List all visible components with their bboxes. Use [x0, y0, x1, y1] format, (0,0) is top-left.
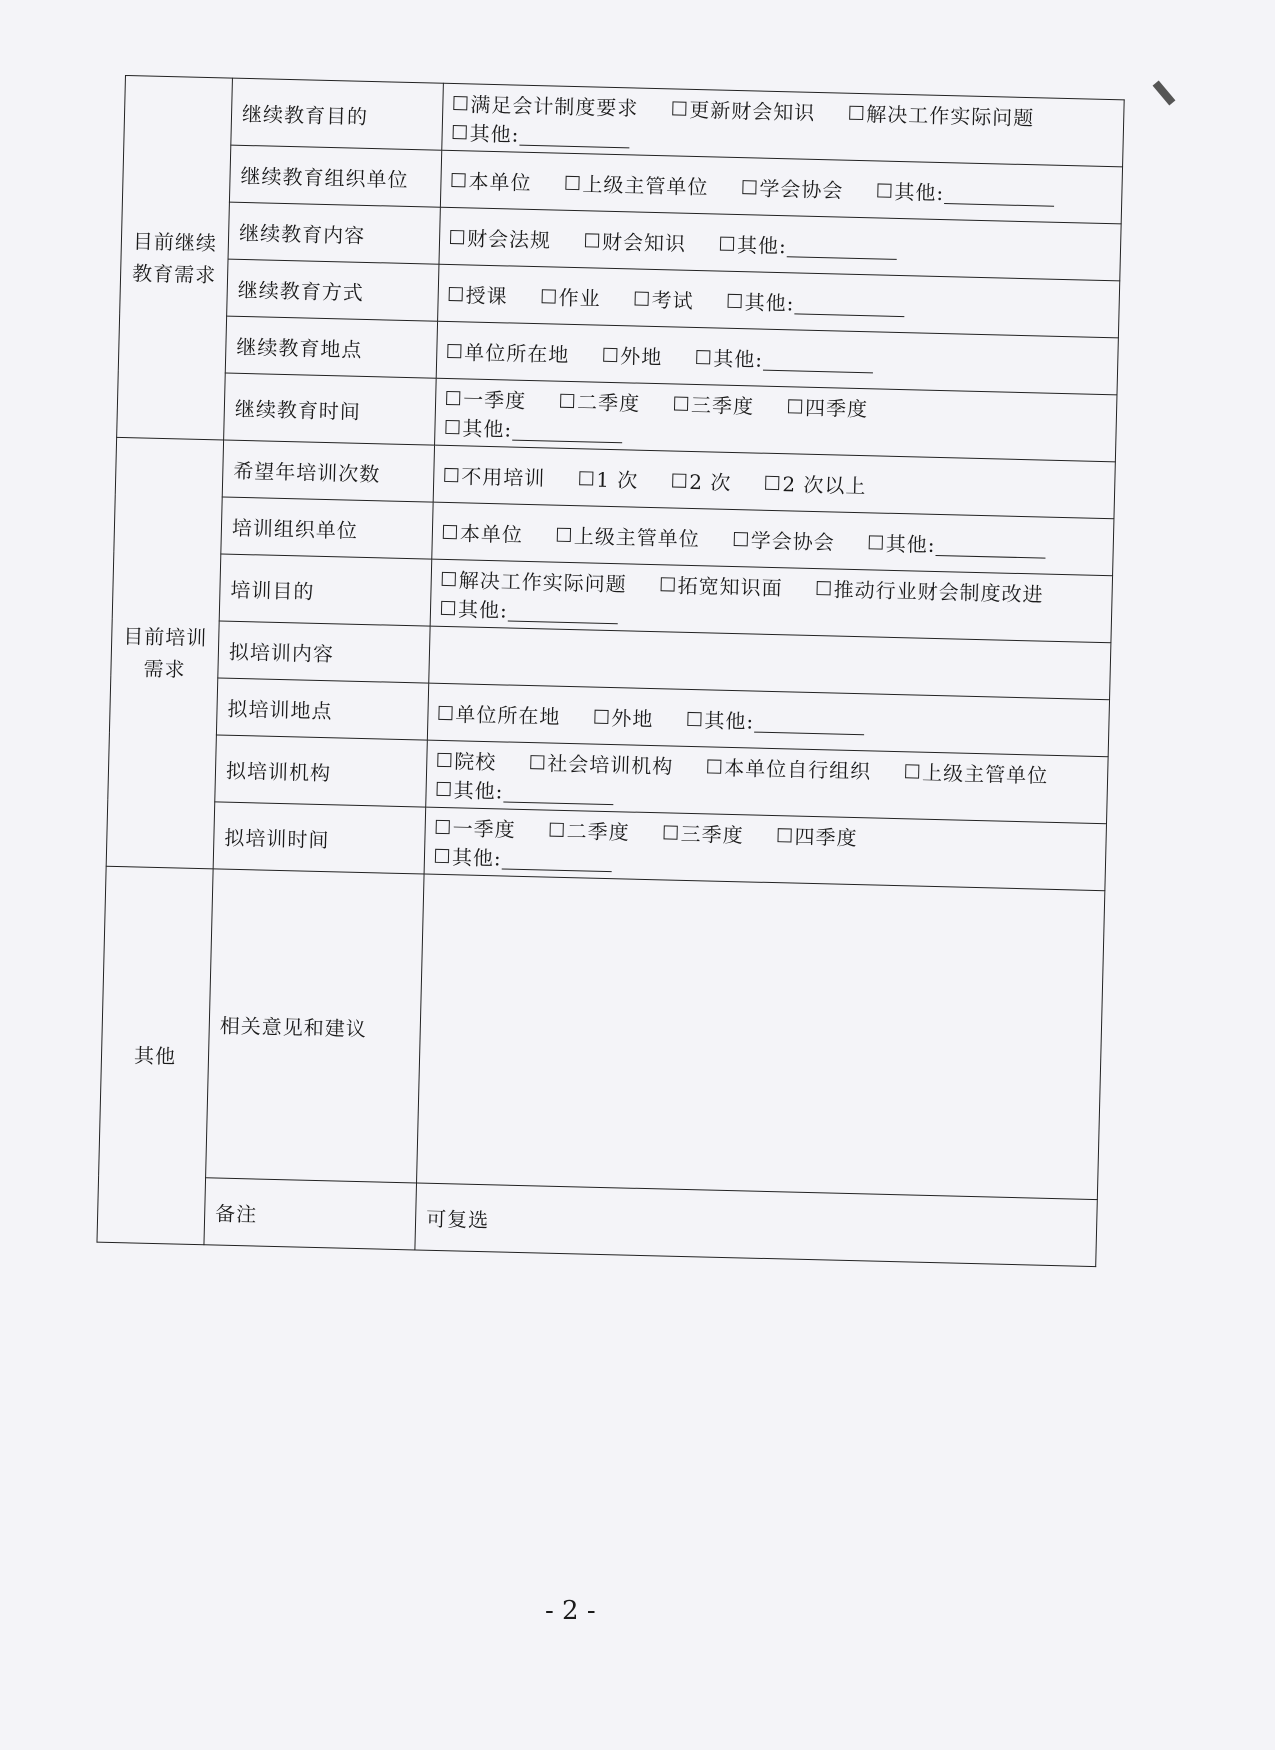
- checkbox-option[interactable]: [560, 386, 641, 417]
- option-label: 上级主管单位: [573, 523, 701, 551]
- checkbox-option[interactable]: [734, 524, 836, 555]
- row-label: 继续教育内容: [228, 202, 440, 264]
- checkbox-icon[interactable]: [905, 764, 919, 778]
- checkbox-option[interactable]: [585, 225, 687, 256]
- row-label: 拟培训内容: [218, 621, 430, 683]
- checkbox-icon[interactable]: [777, 828, 791, 842]
- checkbox-option[interactable]: [707, 751, 872, 784]
- option-label: 三季度: [680, 821, 744, 848]
- fill-in-line[interactable]: [754, 730, 864, 735]
- checkbox-icon[interactable]: [661, 577, 675, 591]
- checkbox-icon[interactable]: [449, 286, 463, 300]
- checkbox-icon[interactable]: [742, 180, 756, 194]
- checkbox-option[interactable]: [549, 815, 630, 846]
- survey-form: [96, 75, 1124, 1267]
- option-label: 考试: [651, 287, 694, 313]
- option-label: 其他:: [462, 416, 513, 442]
- option-label: 四季度: [794, 824, 858, 851]
- checkbox-icon[interactable]: [869, 535, 883, 549]
- checkbox-option[interactable]: [444, 459, 546, 490]
- checkbox-option[interactable]: [788, 391, 869, 422]
- checkbox-icon[interactable]: [441, 601, 455, 615]
- remark-value: 可复选: [415, 1183, 1097, 1267]
- checkbox-option[interactable]: [720, 228, 897, 261]
- checkbox-icon[interactable]: [443, 524, 457, 538]
- checkbox-option[interactable]: [441, 593, 618, 626]
- checkbox-icon[interactable]: [672, 473, 686, 487]
- option-label: 一季度: [462, 387, 527, 413]
- option-label: 2 次: [689, 469, 732, 495]
- option-label: 学会协会: [759, 176, 844, 203]
- checkbox-option[interactable]: [816, 573, 1044, 608]
- fill-in-line[interactable]: [935, 553, 1045, 558]
- page-number: - 2 -: [545, 1596, 596, 1626]
- form-row: [99, 866, 1105, 1199]
- option-label: 解决工作实际问题: [865, 102, 1035, 131]
- option-label: 上级主管单位: [582, 171, 709, 199]
- row-label: 培训目的: [219, 554, 432, 626]
- row-label: 拟培训地点: [216, 678, 428, 740]
- checkbox-option[interactable]: [446, 383, 527, 414]
- row-label: 继续教育地点: [225, 316, 437, 378]
- checkbox-option[interactable]: [777, 820, 858, 851]
- option-label: 其他:: [453, 778, 504, 804]
- checkbox-icon[interactable]: [437, 753, 451, 767]
- remark-label: 备注: [204, 1178, 417, 1250]
- checkbox-option[interactable]: [452, 117, 629, 150]
- opinion-label: 相关意见和建议: [206, 869, 424, 1183]
- checkbox-icon[interactable]: [435, 849, 449, 863]
- row-label: 希望年培训次数: [222, 440, 434, 502]
- checkbox-icon[interactable]: [734, 532, 748, 546]
- option-label: 解决工作实际问题: [458, 568, 627, 597]
- checkbox-option[interactable]: [663, 817, 744, 848]
- option-label: 其他:: [457, 597, 509, 623]
- checkbox-icon[interactable]: [765, 475, 779, 489]
- checkbox-option[interactable]: [443, 516, 524, 547]
- survey-table: [96, 75, 1124, 1267]
- option-label: 其他:: [894, 179, 945, 205]
- checkbox-icon[interactable]: [635, 291, 649, 305]
- checkbox-option[interactable]: [450, 221, 552, 252]
- option-label: 其他:: [744, 289, 795, 315]
- checkbox-option[interactable]: [438, 697, 561, 729]
- checkbox-option[interactable]: [448, 278, 508, 308]
- option-label: 四季度: [804, 395, 869, 422]
- checkbox-icon[interactable]: [687, 711, 701, 725]
- fill-in-line[interactable]: [503, 800, 613, 805]
- checkbox-option[interactable]: [541, 281, 601, 311]
- checkbox-option[interactable]: [565, 167, 709, 199]
- checkbox-icon[interactable]: [550, 823, 564, 837]
- checkbox-option[interactable]: [603, 339, 663, 369]
- option-label: 上级主管单位: [921, 760, 1049, 788]
- option-label: 外地: [611, 705, 654, 731]
- row-label: 继续教育时间: [224, 373, 437, 445]
- fill-in-line[interactable]: [763, 368, 873, 373]
- option-label: 满足会计制度要求: [470, 92, 639, 121]
- option-label: 授课: [465, 282, 509, 308]
- option-label: 本单位: [459, 520, 524, 547]
- section-title-other: 其他: [97, 866, 213, 1245]
- option-label: 一季度: [452, 816, 516, 842]
- fill-in-line[interactable]: [787, 255, 897, 260]
- checkbox-icon[interactable]: [530, 755, 544, 769]
- checkbox-icon[interactable]: [728, 293, 742, 307]
- checkbox-option[interactable]: [437, 745, 497, 775]
- checkbox-option[interactable]: [530, 747, 674, 779]
- checkbox-option[interactable]: [687, 703, 864, 736]
- checkbox-icon[interactable]: [663, 825, 677, 839]
- checkbox-icon[interactable]: [450, 229, 464, 243]
- section-title-continuing: 目前继续教育需求: [117, 76, 233, 441]
- checkbox-option[interactable]: [557, 519, 701, 551]
- checkbox-option[interactable]: [674, 389, 755, 420]
- row-label: 拟培训机构: [215, 735, 428, 807]
- checkbox-icon[interactable]: [849, 106, 863, 120]
- option-label: 三季度: [690, 392, 755, 419]
- checkbox-icon[interactable]: [579, 471, 593, 485]
- option-label: 推动行业财会制度改进: [833, 577, 1044, 607]
- checkbox-icon[interactable]: [445, 420, 459, 434]
- checkbox-icon[interactable]: [453, 125, 467, 139]
- option-label: 拓宽知识面: [677, 573, 783, 601]
- row-label: 培训组织单位: [221, 497, 433, 559]
- checkbox-icon[interactable]: [542, 289, 556, 303]
- checkbox-option[interactable]: [634, 283, 694, 313]
- row-label: 继续教育组织单位: [229, 145, 441, 207]
- option-label: 单位所在地: [455, 701, 561, 729]
- checkbox-icon[interactable]: [446, 391, 460, 405]
- checkbox-icon[interactable]: [817, 581, 831, 595]
- section-title-training: 目前培训需求: [106, 437, 223, 868]
- option-label: 单位所在地: [464, 339, 570, 367]
- fill-in-line[interactable]: [501, 867, 611, 872]
- option-label: 2 次以上: [782, 471, 867, 498]
- option-label: 更新财会知识: [689, 97, 816, 125]
- checkbox-option[interactable]: [435, 812, 516, 843]
- checkbox-option[interactable]: [727, 285, 904, 318]
- checkbox-icon[interactable]: [672, 101, 686, 115]
- checkbox-option[interactable]: [877, 175, 1054, 208]
- checkbox-icon[interactable]: [447, 343, 461, 357]
- option-label: 二季度: [566, 819, 630, 845]
- option-label: 其他:: [885, 531, 936, 557]
- row-label: 继续教育目的: [231, 78, 444, 150]
- row-label: 拟培训时间: [213, 802, 426, 874]
- checkbox-icon[interactable]: [877, 183, 891, 197]
- fill-in-line[interactable]: [512, 439, 622, 444]
- checkbox-icon[interactable]: [557, 527, 571, 541]
- option-label: 二季度: [576, 390, 641, 416]
- margin-mark: [1153, 80, 1176, 105]
- option-label: 社会培训机构: [547, 751, 674, 779]
- option-label: 本单位: [468, 168, 532, 195]
- checkbox-icon[interactable]: [442, 572, 456, 586]
- option-label: 其他:: [712, 345, 764, 372]
- checkbox-icon[interactable]: [696, 350, 710, 364]
- checkbox-option[interactable]: [672, 93, 816, 125]
- checkbox-option[interactable]: [868, 527, 1045, 560]
- checkbox-icon[interactable]: [603, 347, 617, 361]
- checkbox-icon[interactable]: [560, 394, 574, 408]
- checkbox-option[interactable]: [451, 165, 532, 196]
- option-label: 1 次: [595, 467, 639, 493]
- checkbox-option[interactable]: [441, 564, 627, 598]
- option-label: 财会知识: [601, 229, 687, 256]
- checkbox-option[interactable]: [435, 841, 612, 874]
- option-label: 其他:: [736, 232, 788, 258]
- checkbox-icon[interactable]: [436, 820, 450, 834]
- checkbox-icon[interactable]: [707, 759, 721, 773]
- checkbox-icon[interactable]: [594, 709, 608, 723]
- fill-in-line[interactable]: [944, 202, 1054, 207]
- checkbox-icon[interactable]: [436, 782, 450, 796]
- checkbox-icon[interactable]: [788, 399, 802, 413]
- checkbox-icon[interactable]: [585, 233, 599, 247]
- option-label: 其他:: [704, 707, 755, 734]
- checkbox-icon[interactable]: [674, 397, 688, 411]
- checkbox-option[interactable]: [742, 172, 844, 203]
- checkbox-icon[interactable]: [565, 175, 579, 189]
- option-label: 其他:: [469, 121, 520, 147]
- fill-in-line[interactable]: [508, 620, 618, 625]
- option-label: 不用培训: [461, 463, 546, 490]
- option-label: 财会法规: [466, 225, 552, 252]
- checkbox-icon[interactable]: [453, 96, 467, 110]
- checkbox-option[interactable]: [447, 335, 570, 367]
- checkbox-option[interactable]: [579, 463, 639, 493]
- fill-in-line[interactable]: [519, 144, 629, 149]
- checkbox-icon[interactable]: [444, 467, 458, 481]
- checkbox-option[interactable]: [436, 774, 613, 807]
- checkbox-option[interactable]: [660, 569, 783, 601]
- checkbox-option[interactable]: [672, 465, 732, 495]
- checkbox-option[interactable]: [445, 412, 622, 445]
- checkbox-icon[interactable]: [720, 236, 734, 250]
- checkbox-icon[interactable]: [438, 705, 452, 719]
- checkbox-icon[interactable]: [451, 173, 465, 187]
- checkbox-option[interactable]: [453, 88, 639, 122]
- option-label: 本单位自行组织: [723, 755, 872, 784]
- checkbox-option[interactable]: [696, 342, 873, 375]
- option-label: 其他:: [451, 845, 503, 871]
- row-label: 继续教育方式: [227, 259, 439, 321]
- checkbox-option[interactable]: [594, 701, 654, 731]
- option-label: 学会协会: [750, 527, 836, 554]
- checkbox-option[interactable]: [765, 467, 867, 498]
- option-label: 外地: [619, 343, 663, 369]
- opinion-input[interactable]: [417, 874, 1105, 1200]
- option-label: 作业: [558, 285, 601, 311]
- checkbox-option[interactable]: [905, 756, 1049, 788]
- option-label: 院校: [454, 749, 497, 775]
- fill-in-line[interactable]: [794, 312, 904, 317]
- checkbox-option[interactable]: [849, 98, 1035, 132]
